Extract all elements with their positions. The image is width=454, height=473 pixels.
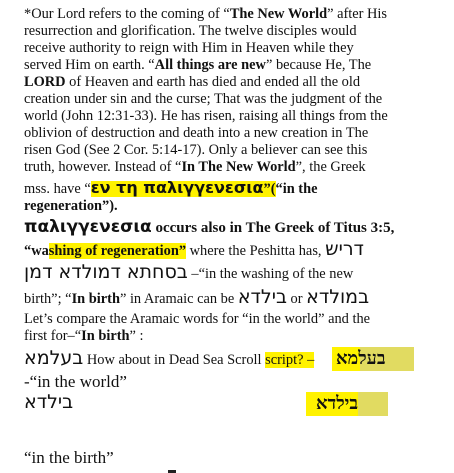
scroll-script-world: בעלמא: [336, 348, 386, 369]
line-5: LORD of Heaven and earth has died and ended all the old: [24, 74, 361, 90]
line-18: first for–“In birth” :: [24, 328, 144, 344]
line-9: risen God (See 2 Cor. 5:14-17). Only a believer can see this: [24, 142, 368, 158]
line-14: “washing of regeneration” where the Peshitta has, דריש: [24, 238, 364, 260]
hebrew-bylda: בילדא: [237, 286, 287, 308]
line-1: *Our Lord refers to the coming of “The New World” after His: [24, 6, 388, 22]
line-13: παλιγγενεσια occurs also in The Greek of Titus 3:5,: [24, 217, 395, 237]
line-10: truth, however. Instead of “In The New World”, the Greek: [24, 159, 366, 175]
greek-phrase: εν τη παλιγγενεσια: [90, 178, 264, 197]
line-8: oblivion of destruction and death into a new creation in The: [24, 125, 369, 141]
line-17: Let’s compare the Aramaic words for “in the world” and the: [24, 311, 371, 327]
scroll-script-birth-shade: [358, 392, 388, 416]
hebrew-bylda-2: בילדא: [24, 391, 74, 413]
line-4: served Him on earth. “All things are new” because He, The: [24, 57, 372, 73]
line-6: creation under sin and the curse; That was the judgment of the: [24, 91, 383, 107]
hebrew-peshitta-phrase: בסחתא דמולדא דמן: [24, 261, 188, 283]
line-15: בסחתא דמולדא דמן –“in the washing of the new: [24, 261, 354, 283]
line-3: receive authority to reign with Him in Heaven while they: [24, 40, 354, 56]
hebrew-bealma: בעלמא: [24, 347, 84, 369]
hebrew-dryš: דריש: [325, 238, 364, 260]
line-21: [24, 391, 74, 413]
line-2: resurrection and glorification. The twelve disciples would: [24, 23, 357, 39]
line-7: world (John 12:31-33). He has risen, raising all things from the: [24, 108, 388, 124]
hebrew-bmwlda: במולדא: [306, 286, 370, 308]
greek-word: παλιγγενεσια: [24, 217, 152, 237]
line-19: בעלמא How about in Dead Sea Scroll script? –: [24, 347, 315, 369]
line-16: birth”; “In birth” in Aramaic can be בילדא or במולדא: [24, 286, 370, 308]
line-11: mss. have “εν τη παλιγγενεσια”(“in the: [24, 178, 318, 197]
line-22: “in the birth”: [24, 448, 114, 467]
line-12: regeneration”).: [24, 198, 118, 214]
scroll-script-birth: בילדא: [316, 393, 359, 414]
line-20: -“in the world”: [24, 372, 127, 391]
